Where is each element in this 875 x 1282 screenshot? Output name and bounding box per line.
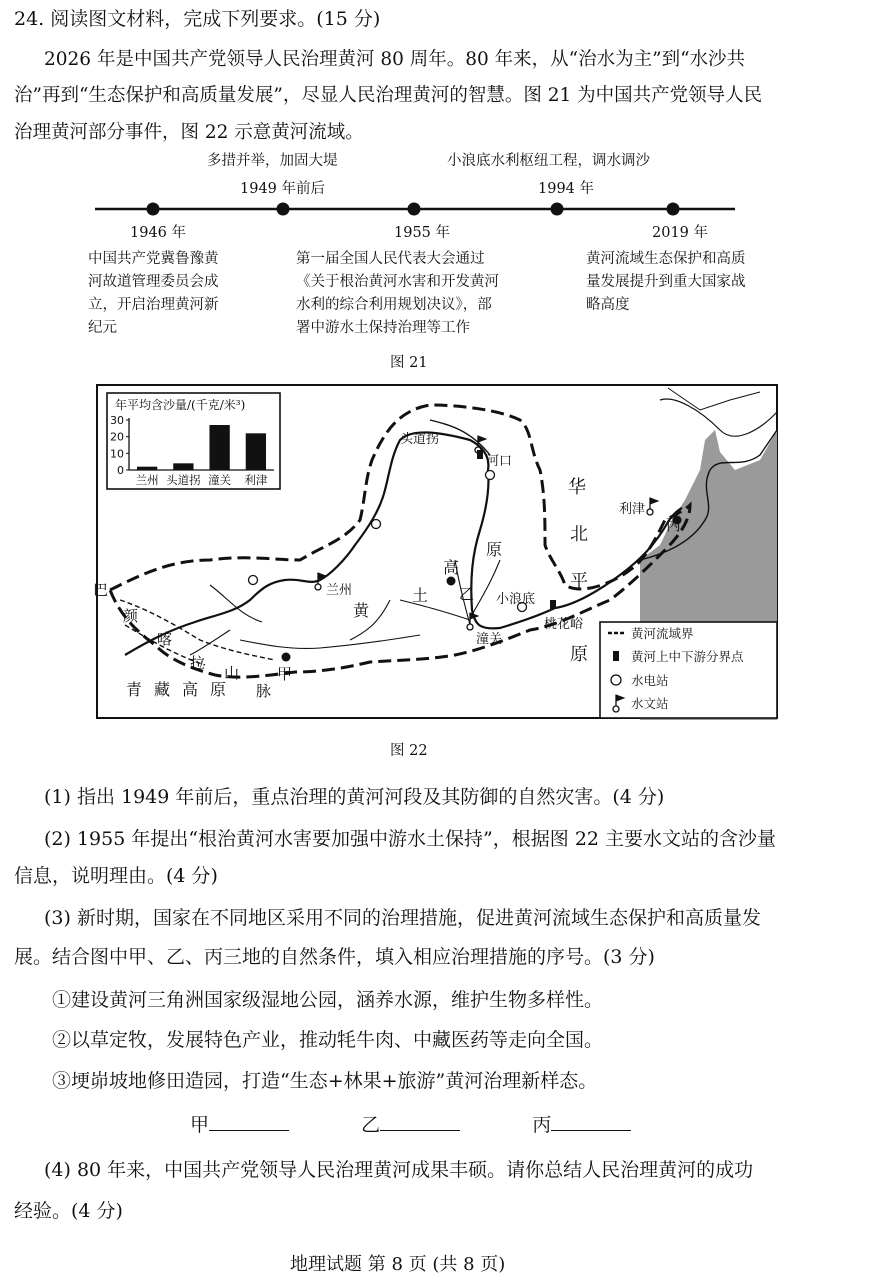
event-text-1955: 第一届全国人民代表大会通过 《关于根治黄河水害和开发黄河 水利的综合利用规划决议》，部 署中游水土保持治理等工作 [296, 251, 499, 336]
event-desc: 多措并举，加固大堤 [207, 153, 338, 169]
blank-label-jia: 甲 [190, 1114, 210, 1136]
label-shan: 山 [224, 664, 240, 682]
label-yan: 颜 [123, 607, 139, 625]
label-yuan: 原 [486, 540, 503, 559]
legend-hydropower: 水电站 [631, 673, 669, 688]
label-mai: 脉 [256, 682, 272, 700]
event-year: 2019 年 [652, 225, 709, 241]
blank-bing[interactable] [551, 1112, 631, 1131]
label-tu: 土 [412, 586, 429, 605]
question-heading: 24. 阅读图文材料，完成下列要求。(15 分) [14, 8, 381, 30]
option-2: ②以草定牧，发展特色产业，推动牦牛肉、中藏医药等走向全国。 [52, 1029, 604, 1051]
label-yuan-2: 原 [570, 644, 588, 665]
label-gao: 高 [443, 558, 460, 577]
y-tick-label: 10 [110, 447, 124, 461]
label-hua: 华 [568, 477, 586, 498]
option-3: ③埂峁坡地修田造园，打造“生态+林果+旅游”黄河治理新样态。 [52, 1070, 598, 1092]
label-xiaolangdi: 小浪底 [496, 592, 536, 607]
label-bing: 丙 [666, 516, 682, 534]
event-year: 1955 年 [394, 225, 451, 241]
event-text-1946: 中国共产党冀鲁豫黄 河故道管理委员会成 立，开启治理黄河新 纪元 [88, 251, 219, 336]
subquestion-3-cont: 展。结合图中甲、乙、丙三地的自然条件，填入相应治理措施的序号。(3 分) [14, 946, 655, 968]
bar-潼关 [209, 425, 229, 470]
legend-division-point: 黄河上中下游分界点 [631, 649, 744, 664]
legend-hydrological: 水文站 [631, 696, 669, 711]
figure-caption: 图 21 [390, 355, 428, 371]
subquestion-4: (4) 80 年来，中国共产党领导人民治理黄河成果丰硕。请你总结人民治理黄河的成功 [44, 1159, 754, 1181]
subquestion-1: (1) 指出 1949 年前后，重点治理的黄河河段及其防御的自然灾害。(4 分) [44, 786, 665, 808]
subquestion-4-cont: 经验。(4 分) [14, 1200, 123, 1222]
intro-line: 2026 年是中国共产党领导人民治理黄河 80 周年。80 年来，从“治水为主”到“水沙共 [44, 49, 746, 70]
event-desc: 小浪底水利枢纽工程，调水调沙 [447, 153, 650, 169]
subquestion-2: (2) 1955 年提出“根治黄河水害要加强中游水土保持”，根据图 22 主要水文站的含沙量 [44, 828, 777, 850]
x-tick-label: 兰州 [135, 473, 159, 487]
y-tick-label: 0 [117, 464, 124, 477]
inset-chart-title: 年平均含沙量/(千克/米³) [115, 398, 246, 412]
bar-头道拐 [173, 463, 193, 470]
subquestion-2-cont: 信息，说明理由。(4 分) [14, 865, 218, 887]
y-tick-label: 30 [110, 414, 124, 427]
blank-jia[interactable] [209, 1112, 289, 1131]
chart-bars [137, 425, 266, 470]
figure-caption: 图 22 [390, 743, 428, 759]
label-ba: 巴 [93, 581, 109, 599]
x-tick-label: 潼关 [208, 473, 232, 487]
label-lanzhou: 兰州 [326, 583, 353, 598]
label-tongguan: 潼关 [476, 632, 503, 647]
legend-basin-boundary: 黄河流域界 [631, 626, 694, 641]
bar-兰州 [137, 467, 157, 470]
blank-label-yi: 乙 [361, 1114, 381, 1136]
blank-yi[interactable] [380, 1112, 460, 1131]
event-text-2019: 黄河流域生态保护和高质 量发展提升到重大国家战 略高度 [586, 251, 746, 313]
label-qinghai-tibet: 青藏高原 [126, 680, 239, 699]
label-lijin: 利津 [619, 502, 646, 517]
label-jia: 甲 [277, 665, 293, 683]
y-tick-label: 20 [110, 430, 124, 444]
chart-labels [110, 414, 268, 487]
label-ka: 喀 [157, 630, 173, 648]
label-yi: 乙 [459, 585, 475, 603]
x-tick-label: 利津 [244, 473, 268, 487]
x-tick-label: 头道拐 [166, 473, 201, 487]
intro-line: 治理黄河部分事件，图 22 示意黄河流域。 [14, 122, 364, 143]
subquestion-3: (3) 新时期，国家在不同地区采用不同的治理措施，促进黄河流域生态保护和高质量发 [44, 907, 761, 929]
hydropower-station-icons [249, 471, 527, 612]
bar-利津 [246, 433, 266, 470]
option-1: ①建设黄河三角洲国家级湿地公园，涵养水源，维护生物多样性。 [52, 989, 604, 1011]
event-year: 1946 年 [130, 225, 187, 241]
page-footer: 地理试题 第 8 页 (共 8 页) [290, 1254, 506, 1275]
label-hekou: 河口 [486, 454, 513, 469]
blank-label-bing: 丙 [532, 1114, 552, 1136]
label-toudaoguai: 头道拐 [400, 432, 440, 447]
answer-blanks [190, 1110, 631, 1137]
label-bei: 北 [570, 524, 588, 545]
label-huang: 黄 [353, 601, 370, 620]
label-ping: 平 [570, 571, 588, 592]
event-year: 1994 年 [538, 181, 595, 197]
event-year: 1949 年前后 [240, 181, 326, 197]
label-la: 拉 [190, 654, 206, 672]
intro-line: 治”再到“生态保护和高质量发展”，尽显人民治理黄河的智慧。图 21 为中国共产党领导人民 [14, 85, 763, 106]
label-taohuayu: 桃花峪 [544, 617, 584, 632]
